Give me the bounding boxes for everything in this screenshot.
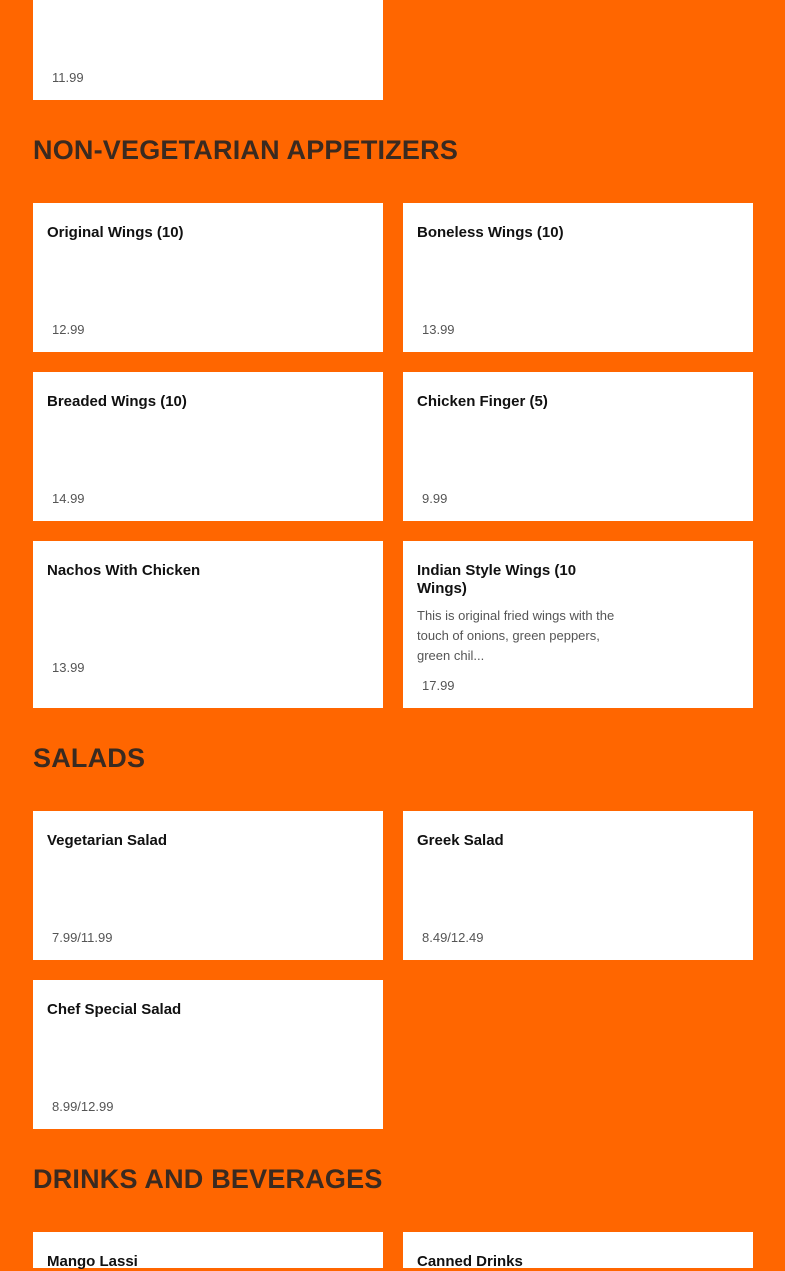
menu-item-card-indian-style-wings[interactable] — [403, 541, 753, 708]
section-title-non-vegetarian-appetizers: NON-VEGETARIAN APPETIZERS — [33, 135, 459, 165]
item-price: 14.99 — [52, 491, 85, 506]
item-price: 8.49/12.49 — [422, 930, 484, 945]
item-name: Original Wings (10) — [47, 224, 184, 241]
section-title-salads: SALADS — [33, 743, 146, 773]
menu-item-card-vegetarian-salad[interactable] — [33, 811, 383, 960]
menu-item-card-boneless-wings[interactable] — [403, 203, 753, 352]
item-name: Indian Style Wings (10 Wings) — [417, 562, 577, 597]
item-name: Mango Lassi — [47, 1253, 138, 1270]
menu-item-card-mango-lassi[interactable] — [33, 1232, 383, 1268]
item-name: Canned Drinks — [417, 1253, 523, 1270]
item-name: Chef Special Salad — [47, 1001, 182, 1018]
menu-item-card-breaded-wings[interactable] — [33, 372, 383, 521]
item-price: 8.99/12.99 — [52, 1099, 114, 1114]
menu-item-card-original-wings[interactable] — [33, 203, 383, 352]
menu-item-card-chicken-finger[interactable] — [403, 372, 753, 521]
item-name: Breaded Wings (10) — [47, 393, 187, 410]
item-description: This is original fried wings with the touch of onions, green peppers, green chil... — [417, 608, 615, 663]
item-name: Boneless Wings (10) — [417, 224, 564, 241]
item-price: 13.99 — [422, 322, 455, 337]
menu-item-card-nachos-with-chicken[interactable] — [33, 541, 383, 708]
item-price: 9.99 — [422, 491, 448, 506]
item-price: 11.99 — [52, 70, 84, 85]
item-price: 17.99 — [422, 678, 455, 693]
item-name: Vegetarian Salad — [47, 832, 168, 849]
item-name: Greek Salad — [417, 832, 504, 849]
menu-item-card-canned-drinks[interactable] — [403, 1232, 753, 1268]
item-price: 7.99/11.99 — [52, 930, 113, 945]
menu-item-card-chef-special-salad[interactable] — [33, 980, 383, 1129]
menu-item-card[interactable] — [33, 0, 383, 100]
item-price: 12.99 — [52, 322, 85, 337]
menu-item-card-greek-salad[interactable] — [403, 811, 753, 960]
item-name: Chicken Finger (5) — [417, 393, 548, 410]
item-price: 13.99 — [52, 660, 85, 675]
item-name: Nachos With Chicken — [47, 562, 201, 579]
section-title-drinks-and-beverages: DRINKS AND BEVERAGES — [33, 1164, 383, 1194]
